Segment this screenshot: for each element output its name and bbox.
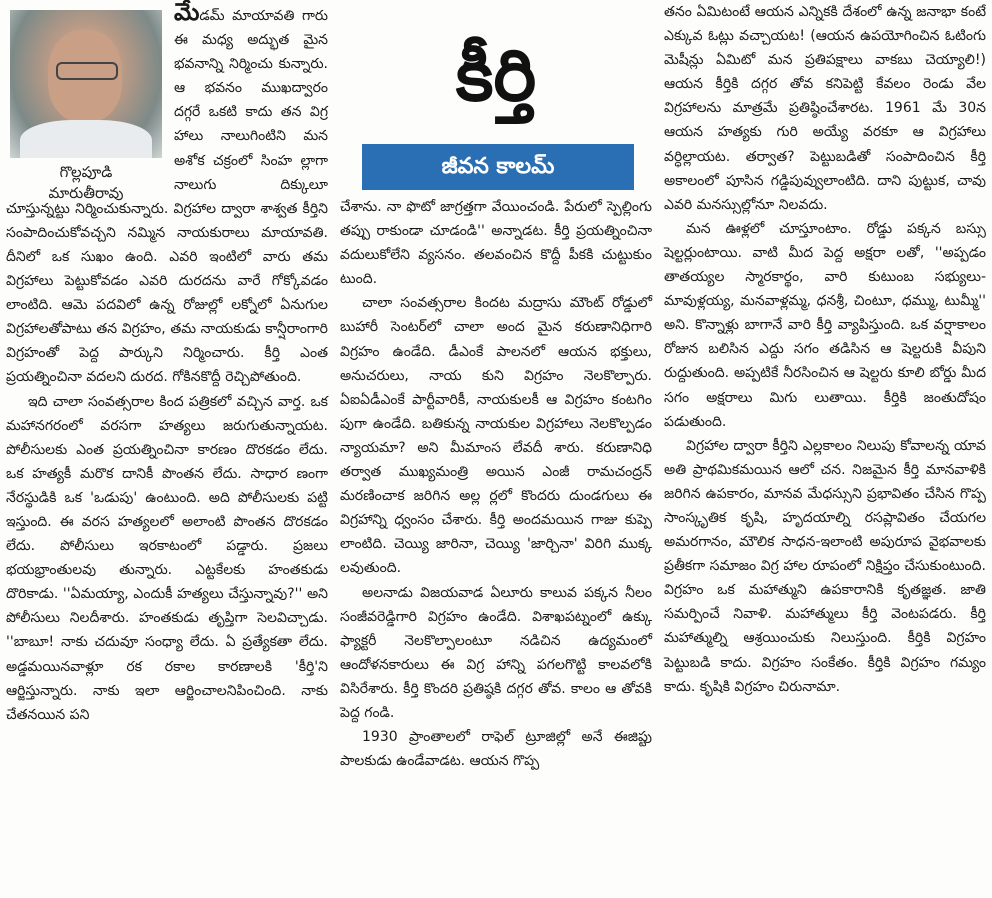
paragraph: చేశాను. నా ఫొటో జాగ్రత్తగా వేయించండి. పేరులో స్పెల్లింగు తప్పు రాకుండా చూడండి'' అన్నాడట. కీర్తి ప్రయత్నించినా వదులుకోలేని వ్యసనం. తలవంచిన కొద్దీ పీకకి చుట్టుకుం టుంది. (340, 199, 652, 288)
paragraph: తనం ఏమిటంటే ఆయన ఎన్నికకి దేశంలో ఉన్న జనాభా కంటే ఎక్కువ ఓట్లు వచ్చాయట! (ఆయన ఉపయోగించిన ఓటింగు మెషీన్లు ఏమిటో మన ప్రతిపక్షాలు వాకబు చెయ్యాలి!) ఆయన కీర్తికి దగ్గర తోవ కనిపెట్టి కేవలం రెండు వేల విగ్రహాలను మాత్రమే ప్రతిష్ఠించేశారట. 1961 మే 30న ఆయన హత్యకు గురి అయ్యే వరకూ ఆ విగ్రహాలు వర్ధిల్లాయట. తర్వాత? పెట్టుబడితో సంపాదించిన కీర్తి అకాలంలో పూసిన గడ్డిపువ్వులాంటిది. దాని పుట్టుక, చావు ఎవరి మనస్సుల్లోనూ నిలవదు. (664, 4, 986, 213)
column-name-banner: జీవన కాలమ్ (362, 144, 634, 190)
article-column-2 (340, 195, 652, 773)
paragraph: చాలా సంవత్సరాల కిందట మద్రాసు మౌంట్ రోడ్డులో బుహారీ సెంటర్‌లో చాలా అంద మైన కరుణానిధిగారి విగ్రహం ఉండేది. డీఎంకే పాలనలో ఆయన భక్తులు, అనుచరులు, నాయ కుని విగ్రహం నెలకొల్పారు. ఏఐఏడీఎంకే పార్టీవారికీ, నాయకులకీ ఆ విగ్రహం కంటగిం పుగా ఉండేది. బతికున్న నాయకుల విగ్రహాలు నెలకొల్పడం న్యాయమా? అని మీమాంస లేవదీ శారు. కరుణానిధి తర్వాత ముఖ్యమంత్రి అయిన ఎంజీ రామచంద్రన్ మరణించాక జరిగిన అల్ల ర్లలో కొందరు దుండగులు ఈ విగ్రహాన్ని ధ్వంసం చేశారు. కీర్తి అందమయిన గాజు కుప్పె లాంటిది. చెయ్యి జారినా, చెయ్యి 'జార్చినా' విరిగి ముక్క లవుతుంది. (340, 295, 652, 577)
paragraph: విగ్రహాల ద్వారా కీర్తిని ఎల్లకాలం నిలుపు కోవాలన్న యావ అతి ప్రాథమికమయిన ఆలో చన. నిజమైన కీర్తి మానవాళికి జరిగిన ఉపకారం, మానవ మేధస్సుని ప్రభావితం చేసిన గొప్ప సాంస్కృతిక కృషి, హృదయాల్ని రసప్లావితం చేయగల అమరగానం, మౌలిక సాధన-ఇలాంటి అపురూప వైభవాలకు ప్రతీకగా సమాజం విగ్ర హాల రూపంలో నిక్షిప్తం చేసుకుంటుంది. విగ్రహం ఒక మహాత్ముని ఉపకారానికి కృతజ్ఞత. జాతి సమర్పించే నివాళి. మహాత్ములు కీర్తి వెంటపడరు. కీర్తి మహాత్ముల్ని ఆశ్రయించుకు నిలుస్తుంది. కీర్తికి విగ్రహం పెట్టుబడి కాదు. విగ్రహం సంకేతం. కీర్తికి విగ్రహం గమ్యం కాదు. కృషికి విగ్రహం చిరునామా. (664, 437, 986, 695)
article-headline: కీర్తి (455, 33, 537, 117)
author-name-line1: గొల్లపూడి (59, 163, 113, 181)
author-photo-block (6, 0, 166, 202)
paragraph: 1930 ప్రాంతాలలో రాఫెల్ ట్రూజిల్లో అనే ఈజిప్టు పాలకుడు ఉండేవాడట. ఆయన గొప్ప (340, 729, 652, 770)
paragraph-text: డమ్ మాయావతి గారు ఈ మధ్య అద్భుత మైన భవనాన్ని నిర్మించు కున్నారు. ఆ భవనం ముఖద్వారం దగ్గరే ఒకటి కాదు తన విగ్ర హాలు నాలుగింటిని మన అశోక చక్రంలో సింహ ల్లాగా నాలుగు దిక్కులూ చూస్తున్నట్టు నిర్మించుకున్నారు. విగ్రహాల ద్వారా శాశ్వత కీర్తిని సంపాదించుకోవచ్చని నమ్మిన నాయకురాలు మాయావతి. దీనిలో ఒక సుఖం ఉంది. ఎవరి ఇంటిలో వారు తమ విగ్రహాలు పెట్టుకోవడం ఎవరి దురదను వారే గోక్కోవడం లాంటిది. ఆమె పదవిలో ఉన్న రోజుల్లో లక్నోలో ఏనుగుల విగ్రహాలతోపాటు తన విగ్రహం, తమ నాయకుడు కాన్షీరాంగారి విగ్రహంతో పెద్ద పార్కుని నిర్మించారు. కీర్తి ఎంత ప్రయత్నించినా వదలని దురద. గోకినకొద్దీ రెచ్చిపోతుంది. (6, 8, 328, 386)
author-photo (10, 10, 162, 158)
paragraph: ఇది చాలా సంవత్సరాల కింద పత్రికలో వచ్చిన వార్త. ఒక మహానగరంలో వరసగా హత్యలు జరుగుతున్నాయట. పోలీసులకు ఎంత ప్రయత్నించినా కారణం దొరకడం లేదు. ఒక హత్యకీ మరొక దానికీ పొంతన లేదు. సాధార ణంగా నేరస్థుడికి ఒక 'ఒడుపు' ఉంటుంది. అది పోలీసులకు పట్టి ఇస్తుంది. ఈ వరస హత్యలలో అలాంటి పొంతన దొరకడం లేదు. పోలీసులు ఇరకాటంలో పడ్డారు. ప్రజలు భయభ్రాంతులవు తున్నారు. ఎట్టకేలకు హంతకుడు దొరికాడు. ''ఏమయ్యా, ఎందుకీ హత్యలు చేస్తున్నావు?'' అని పోలీసులు నిలదీశారు. హంతకుడు తృప్తిగా సెలవిచ్చాడు. ''బాబూ! నాకు చదువూ సంధ్యా లేదు. ఏ ప్రత్యేకతా లేదు. అడ్డమయినవాళ్లూ రక రకాల కారణాలకి 'కీర్తి'ని ఆర్జిస్తున్నారు. నాకు ఇలా ఆర్జించాలనిపించింది. నాకు చేతనయిన పని (6, 393, 328, 723)
drop-cap: మే (174, 0, 200, 26)
article-column-3 (664, 0, 986, 699)
paragraph: అలనాడు విజయవాడ ఏలూరు కాలువ పక్కన నీలం సంజీవరెడ్డిగారి విగ్రహం ఉండేది. విశాఖపట్నంలో ఉక్కు ఫ్యాక్టరీ నెలకొల్పాలంటూ నడిచిన ఉద్యమంలో ఆందోళనకారులు ఈ విగ్ర హాన్ని పగలగొట్టి కాలవలోకి విసిరేశారు. కీర్తి కొందరి ప్రతిష్ఠకి దగ్గర తోవ. కాలం ఆ తోవకి పెద్ద గండి. (340, 584, 652, 721)
author-glasses (56, 62, 118, 80)
paragraph: మన ఊళ్లలో చూస్తూంటాం. రోడ్డు పక్కన బస్సు షెల్టర్లుంటాయి. వాటి మీద పెద్ద అక్షరా లతో, ''అప్పడం తాతయ్యల స్మారకార్థం, వారి కుటుంబ సభ్యులు-మావుళ్లయ్య, మనవాళ్లమ్మ, ధనశ్రీ, చింటూ, ధమ్ము, టుమ్మీ'' అని. కొన్నాళ్లు బాగానే వారి కీర్తి వ్యాపిస్తుంది. ఒక వర్షాకాలం రోజున బలిసిన ఎద్దు సగం తడిసిన ఆ షెల్టరుకి వీపుని రుద్దుతుంది. అప్పటికే నీరసించిన ఆ షెల్టరు కూలి బోర్డు మీద సగం అక్షరాలు మిగు లుతాయి. కీర్తికి జంతుదోషం పడుతుంది. (664, 220, 986, 430)
author-name-line2: మారుతీరావు (48, 184, 124, 202)
article-column-1 (6, 0, 328, 727)
author-shirt (20, 120, 152, 158)
